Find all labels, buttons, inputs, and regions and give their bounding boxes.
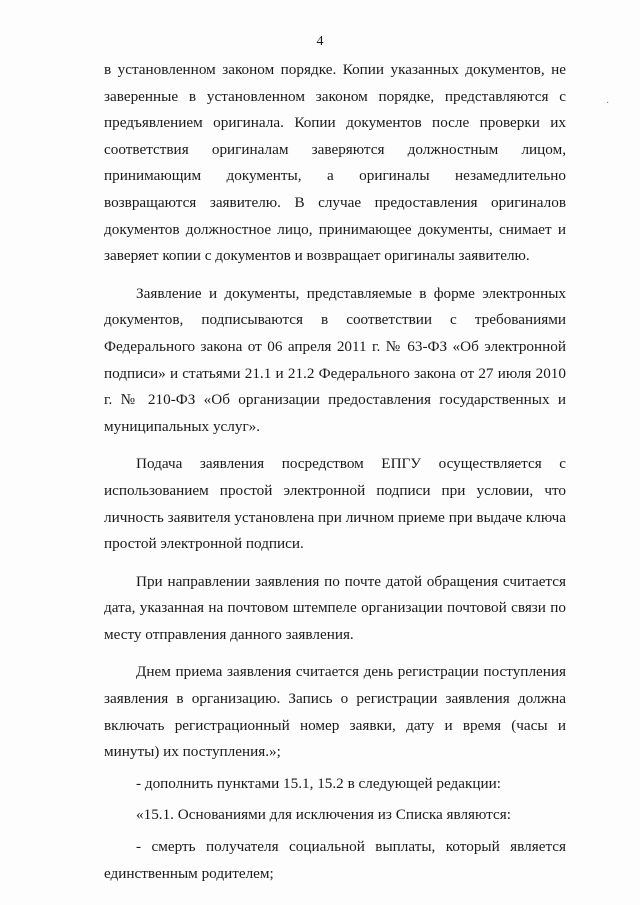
paragraph-death-of-recipient: - смерть получателя социальной выплаты, который является единственным родителем;: [104, 838, 566, 882]
document-body: [104, 57, 566, 887]
paragraph-electronic-signature: Заявление и документы, представляемые в форме электронных документов, подписываются в соответствии с требованиями Федерального закона от 06 апреля 2011 г. № 63-ФЗ «Об электронной подписи» и статьями 21.1 и 21.2 Федерального закона от 27 июля 2010 г. № 210-ФЗ «Об организации предоставления государственных и муниципальных услуг».: [104, 284, 566, 435]
page-number: 4: [316, 34, 324, 49]
margin-mark: ·: [606, 98, 610, 109]
paragraph-epgu-submission: Подача заявления посредством ЕПГУ осуществляется с использованием простой электронной подписи при условии, что личность заявителя установлена при личном приеме при выдаче ключа простой электронной подписи.: [104, 455, 566, 553]
paragraph-clause-15-1: «15.1. Основаниями для исключения из Списка являются:: [136, 806, 511, 824]
paragraph-documents-copies: в установленном законом порядке. Копии указанных документов, не заверенные в установленном законом порядке, представляются с предъявлением оригинала. Копии документов после проверки их соответствия оригиналам заверяются должностным лицом, принимающим документы, а оригиналы незамедлительно возвращаются заявителю. В случае предоставления оригиналов документов должностное лицо, принимающее документы, снимает и заверяет копии с документов и возвращает оригиналы заявителю.: [104, 61, 566, 265]
paragraph-postal-submission: При направлении заявления по почте датой обращения считается дата, указанная на почтовом штемпеле организации почтовой связи по месту отправления данного заявления.: [104, 572, 566, 643]
paragraph-acceptance-date: Днем приема заявления считается день регистрации поступления заявления в организацию. Запись о регистрации заявления должна включать регистрационный номер заявки, дату и время (часы и минуты) их поступления.»;: [104, 663, 566, 761]
paragraph-amendment-intro: - дополнить пунктами 15.1, 15.2 в следующей редакции:: [136, 774, 502, 792]
